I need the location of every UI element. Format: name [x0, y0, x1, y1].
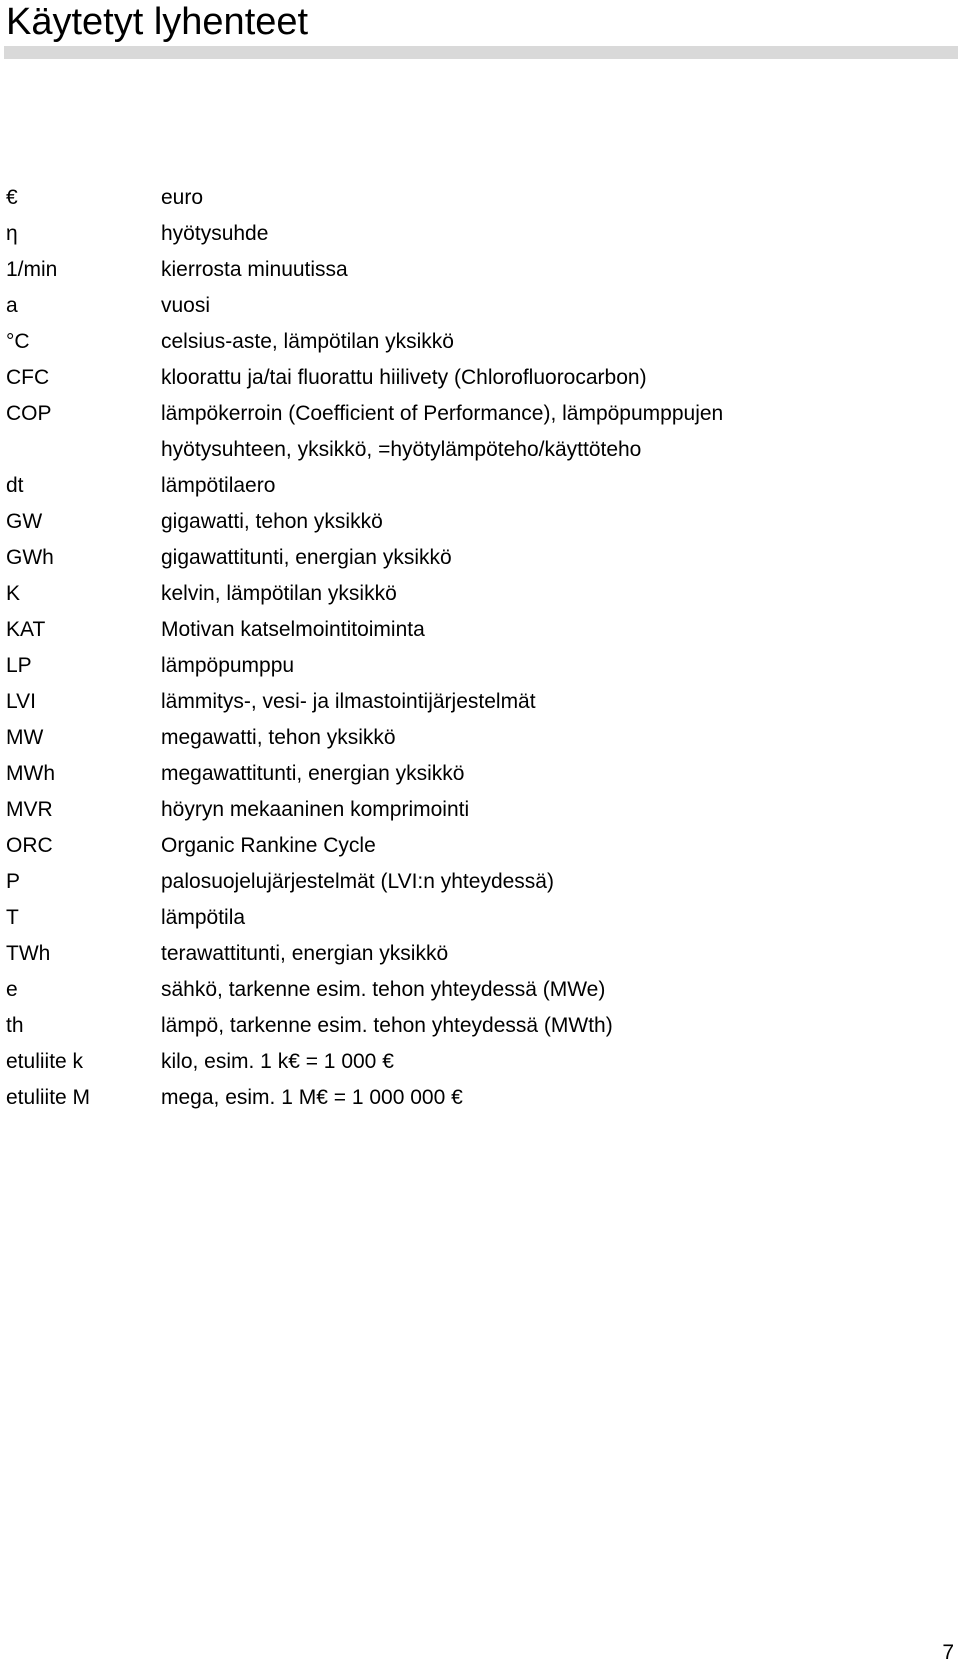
- abbreviation-row-celsius: [6, 324, 946, 360]
- page-number: 7: [942, 1641, 954, 1664]
- abbreviation-term: etuliite k: [6, 1050, 84, 1073]
- abbreviation-row-prefix-k: [6, 1044, 946, 1080]
- abbreviation-description: lämpöpumppu: [161, 654, 295, 677]
- abbreviation-description: gigawatti, tehon yksikkö: [161, 510, 383, 533]
- abbreviation-row-orc: [6, 828, 946, 864]
- abbreviation-row-gw: [6, 504, 946, 540]
- abbreviation-term: MWh: [6, 762, 55, 785]
- abbreviation-description: hyötysuhde: [161, 222, 269, 245]
- abbreviation-term: P: [6, 870, 21, 893]
- abbreviation-description: euro: [161, 186, 204, 209]
- abbreviation-term: MVR: [6, 798, 53, 821]
- abbreviation-row-lvi: [6, 684, 946, 720]
- abbreviation-term: TWh: [6, 942, 51, 965]
- abbreviation-description: lämpötilaero: [161, 474, 276, 497]
- abbreviation-term: MW: [6, 726, 44, 749]
- abbreviation-row-t: [6, 900, 946, 936]
- abbreviation-term: etuliite M: [6, 1086, 91, 1109]
- abbreviation-description: lämmitys-, vesi- ja ilmastointijärjestelmät: [161, 690, 536, 713]
- abbreviation-row-e: [6, 972, 946, 1008]
- abbreviation-term: a: [6, 294, 18, 317]
- abbreviation-row-p: [6, 864, 946, 900]
- abbreviation-term: COP: [6, 402, 52, 425]
- page-title: Käytetyt lyhenteet: [6, 1, 309, 43]
- abbreviation-row-rpm: [6, 252, 946, 288]
- title-underline-bar: [4, 46, 958, 59]
- abbreviation-term: CFC: [6, 366, 50, 389]
- abbreviation-row-eta: [6, 216, 946, 252]
- abbreviation-row-cop: [6, 396, 946, 468]
- abbreviation-description: sähkö, tarkenne esim. tehon yhteydessä (MWe): [161, 978, 606, 1001]
- abbreviation-row-prefix-m: [6, 1080, 946, 1116]
- abbreviation-row-lp: [6, 648, 946, 684]
- abbreviation-term: KAT: [6, 618, 46, 641]
- abbreviation-description: lämpö, tarkenne esim. tehon yhteydessä (MWth): [161, 1014, 613, 1037]
- abbreviation-term: th: [6, 1014, 24, 1037]
- abbreviation-description: megawattitunti, energian yksikkö: [161, 762, 465, 785]
- abbreviation-row-a: [6, 288, 946, 324]
- abbreviation-description: vuosi: [161, 294, 211, 317]
- abbreviation-term: GW: [6, 510, 43, 533]
- abbreviation-term: T: [6, 906, 19, 929]
- abbreviation-row-k: [6, 576, 946, 612]
- abbreviation-row-th: [6, 1008, 946, 1044]
- abbreviation-term: 1/min: [6, 258, 58, 281]
- abbreviation-row-cfc: [6, 360, 946, 396]
- abbreviation-row-mvr: [6, 792, 946, 828]
- abbreviation-description: kloorattu ja/tai fluorattu hiilivety (Chlorofluorocarbon): [161, 366, 647, 389]
- abbreviation-description: höyryn mekaaninen komprimointi: [161, 798, 470, 821]
- abbreviation-description: mega, esim. 1 M€ = 1 000 000 €: [161, 1086, 463, 1109]
- abbreviation-term: dt: [6, 474, 24, 497]
- abbreviation-description: celsius-aste, lämpötilan yksikkö: [161, 330, 454, 353]
- abbreviation-description: lämpötila: [161, 906, 246, 929]
- abbreviation-term: K: [6, 582, 21, 605]
- abbreviation-description: kilo, esim. 1 k€ = 1 000 €: [161, 1050, 394, 1073]
- abbreviation-term: e: [6, 978, 18, 1001]
- abbreviation-term: °C: [6, 330, 30, 353]
- abbreviation-description: gigawattitunti, energian yksikkö: [161, 546, 452, 569]
- abbreviation-row-mwh: [6, 756, 946, 792]
- abbreviation-row-mw: [6, 720, 946, 756]
- abbreviation-description: kierrosta minuutissa: [161, 258, 348, 281]
- abbreviation-row-kat: [6, 612, 946, 648]
- abbreviation-description: lämpökerroin (Coefficient of Performance), lämpöpumppujen hyötysuhteen, yksikkö, =hyötylämpöteho/käyttöteho: [161, 402, 724, 461]
- abbreviation-row-gwh: [6, 540, 946, 576]
- abbreviation-term: LP: [6, 654, 32, 677]
- abbreviation-row-twh: [6, 936, 946, 972]
- abbreviation-description: palosuojelujärjestelmät (LVI:n yhteydessä): [161, 870, 554, 893]
- abbreviation-description: terawattitunti, energian yksikkö: [161, 942, 449, 965]
- abbreviation-description: kelvin, lämpötilan yksikkö: [161, 582, 397, 605]
- abbreviation-description: megawatti, tehon yksikkö: [161, 726, 396, 749]
- abbreviation-description: Organic Rankine Cycle: [161, 834, 376, 857]
- abbreviation-term: GWh: [6, 546, 54, 569]
- abbreviation-list: [6, 180, 946, 1116]
- abbreviation-term: ORC: [6, 834, 53, 857]
- abbreviation-term: LVI: [6, 690, 36, 713]
- abbreviation-row-euro: [6, 180, 946, 216]
- abbreviation-term: η: [6, 222, 18, 245]
- abbreviation-row-dt: [6, 468, 946, 504]
- abbreviation-term: €: [6, 186, 18, 209]
- abbreviation-description: Motivan katselmointitoiminta: [161, 618, 425, 641]
